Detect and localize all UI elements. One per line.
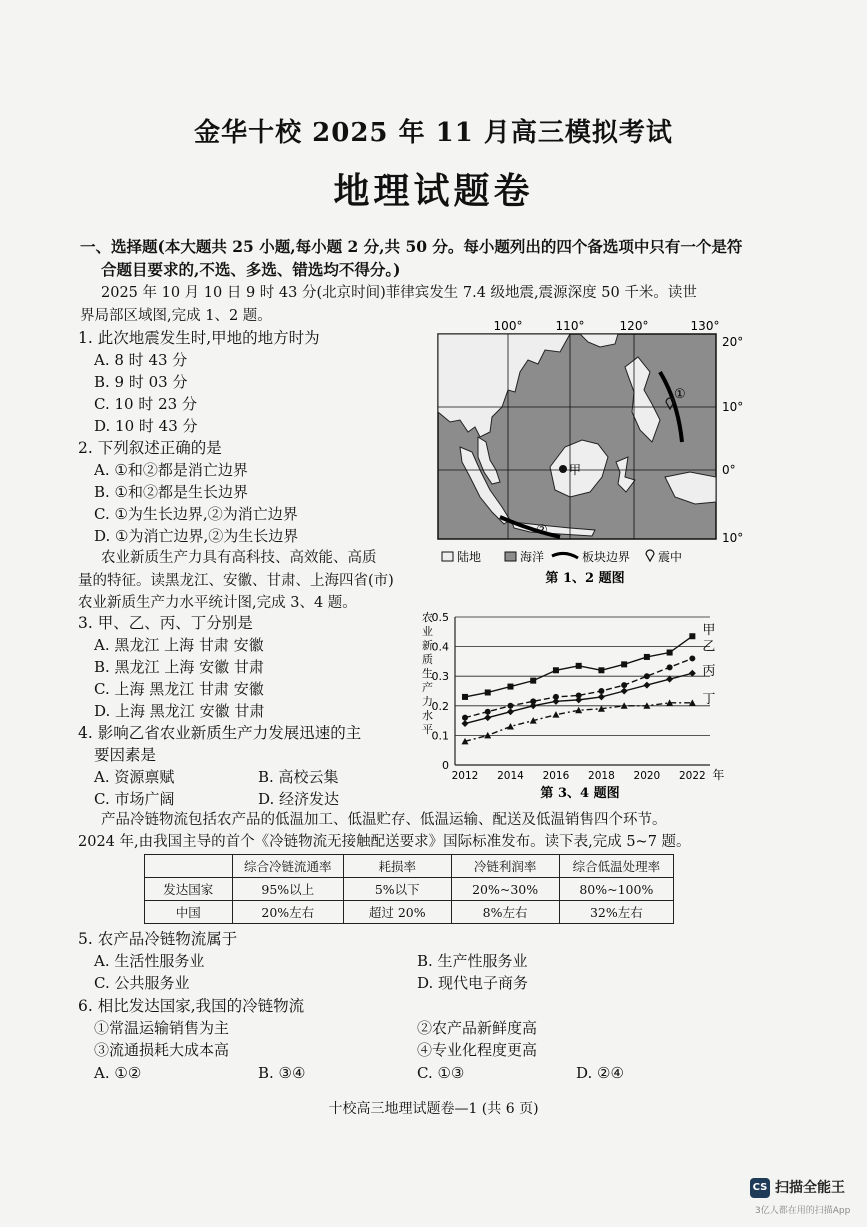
chart-point <box>507 708 514 715</box>
chart-series-label: 丙 <box>702 664 716 680</box>
chart-point <box>530 702 537 709</box>
legend-epicenter-icon <box>646 550 654 561</box>
table-header-cell: 耗损率 <box>344 855 452 878</box>
intro57-line2: 2024 年,由我国主导的首个《冷链物流无接触配送要求》国际标准发布。读下表,完成 5~7 题。 <box>78 834 691 850</box>
intro34-line1: 农业新质生产力具有高科技、高效能、高质 <box>101 550 377 566</box>
q6-statement-1: ①常温运输销售为主 <box>94 1019 230 1037</box>
map-label-2: ② <box>536 523 548 538</box>
legend-land-swatch <box>442 552 453 561</box>
q6-statement-2: ②农产品新鲜度高 <box>417 1019 538 1037</box>
chart-point <box>485 689 491 695</box>
map-lat-label: 10° <box>722 531 744 545</box>
chart-ytick-label: 0.2 <box>431 699 449 713</box>
intro12-line1: 2025 年 10 月 10 日 9 时 43 分(北京时间)菲律宾发生 7.4 级地震,震源深度 50 千米。读世 <box>101 285 697 301</box>
chart-series-label: 乙 <box>702 639 716 655</box>
exam-title: 金华十校 2025 年 11 月高三模拟考试 <box>194 118 673 148</box>
q1-option-d[interactable]: D. 10 时 43 分 <box>94 417 198 435</box>
chart-xtick-label: 2018 <box>588 770 615 782</box>
chart-point <box>667 664 673 670</box>
table-cell: 95%以上 <box>232 878 343 901</box>
intro34-line2: 量的特征。读黑龙江、安徽、甘肃、上海四省(市) <box>78 573 394 589</box>
intro34-line3: 农业新质生产力水平统计图,完成 3、4 题。 <box>78 595 357 611</box>
q3-option-a[interactable]: A. 黑龙江 上海 甘肃 安徽 <box>94 636 264 654</box>
scanner-tagline: 3亿人都在用的扫描App <box>755 1206 851 1216</box>
chart-point <box>552 698 559 705</box>
table-header-cell: 综合冷链流通率 <box>232 855 343 878</box>
map-label-jia: 甲 <box>569 463 582 477</box>
agri-productivity-chart <box>410 605 750 805</box>
q1-option-a[interactable]: A. 8 时 43 分 <box>94 351 188 369</box>
chart-point <box>575 696 582 703</box>
paper-subtitle: 地理试题卷 <box>333 170 534 212</box>
map-point-jia <box>559 465 567 473</box>
chart-point <box>462 715 468 721</box>
q5-stem: 5. 农产品冷链物流属于 <box>78 930 238 948</box>
q6-stem: 6. 相比发达国家,我国的冷链物流 <box>78 997 305 1015</box>
table-header-cell: 综合低温处理率 <box>559 855 673 878</box>
chart-point <box>598 693 605 700</box>
table-header-cell: 冷链利润率 <box>451 855 559 878</box>
chart-point <box>462 720 469 727</box>
q6-option-d[interactable]: D. ②④ <box>576 1064 624 1082</box>
map-lat-label: 10° <box>722 400 744 414</box>
legend-land-label: 陆地 <box>457 550 482 564</box>
chart-series-label: 甲 <box>702 623 716 639</box>
q2-option-b[interactable]: B. ①和②都是生长边界 <box>94 483 249 501</box>
chart-ytick-label: 0.5 <box>431 611 449 624</box>
map-lon-label: 100° <box>493 319 523 333</box>
q6-option-b[interactable]: B. ③④ <box>258 1064 306 1082</box>
table-header-cell <box>145 855 233 878</box>
chart-point <box>621 688 628 695</box>
q5-option-a[interactable]: A. 生活性服务业 <box>94 952 205 970</box>
chart-point <box>553 667 559 673</box>
map-lat-label: 0° <box>722 463 736 477</box>
q4-option-b[interactable]: B. 高校云集 <box>258 768 339 786</box>
legend-epicenter-label: 震中 <box>658 550 683 564</box>
table-header-row <box>145 855 674 878</box>
chart-point <box>644 654 650 660</box>
q6-option-c[interactable]: C. ①③ <box>417 1064 465 1082</box>
chart-point <box>689 633 695 639</box>
chart-ytick-label: 0.4 <box>431 640 449 654</box>
table-cell: 发达国家 <box>145 878 233 901</box>
chart-xlabel: 年 <box>712 768 725 782</box>
q4-stem-line1: 4. 影响乙省农业新质生产力发展迅速的主 <box>78 724 362 742</box>
chart-point <box>576 663 582 669</box>
q2-option-a[interactable]: A. ①和②都是消亡边界 <box>94 461 248 479</box>
section-heading-line1: 一、选择题(本大题共 25 小题,每小题 2 分,共 50 分。每小题列出的四个备选项中只有一个是符 <box>80 237 743 256</box>
map-lon-label: 120° <box>619 319 649 333</box>
page-footer: 十校高三地理试题卷—1 (共 6 页) <box>328 1101 539 1117</box>
q4-stem-line2: 要因素是 <box>94 746 157 764</box>
q5-option-d[interactable]: D. 现代电子商务 <box>417 974 529 992</box>
chart-point <box>643 682 650 689</box>
table-cell: 8%左右 <box>451 901 559 924</box>
map-lon-label: 110° <box>555 319 585 333</box>
chart-xtick-label: 2020 <box>633 770 661 782</box>
chart-point <box>689 655 695 661</box>
q3-stem: 3. 甲、乙、丙、丁分别是 <box>78 614 253 632</box>
q1-stem: 1. 此次地震发生时,甲地的地方时为 <box>78 329 320 347</box>
section-heading-line2: 合题目要求的,不选、多选、错选均不得分。) <box>101 260 401 279</box>
chart-point <box>575 707 582 714</box>
scanner-logo-icon: CS <box>750 1178 770 1198</box>
chart-ytick-label: 0 <box>442 759 449 772</box>
map-lon-label: 130° <box>690 319 720 333</box>
chart-point <box>507 684 513 690</box>
q2-stem: 2. 下列叙述正确的是 <box>78 439 222 457</box>
q2-option-d[interactable]: D. ①为消亡边界,②为生长边界 <box>94 527 299 545</box>
legend-ocean-label: 海洋 <box>520 550 545 564</box>
chart-caption: 第 3、4 题图 <box>540 786 620 801</box>
chart-point <box>621 661 627 667</box>
chart-point <box>644 673 650 679</box>
q4-option-a[interactable]: A. 资源禀赋 <box>94 768 175 786</box>
q6-option-a[interactable]: A. ①② <box>94 1064 142 1082</box>
chart-point <box>621 682 627 688</box>
q3-option-b[interactable]: B. 黑龙江 上海 安徽 甘肃 <box>94 658 264 676</box>
q6-statement-4: ④专业化程度更高 <box>417 1041 538 1059</box>
table-row <box>145 901 674 924</box>
chart-point <box>530 678 536 684</box>
legend-boundary-label: 板块边界 <box>582 550 631 564</box>
table-cell: 20%~30% <box>451 878 559 901</box>
chart-ytick-label: 0.3 <box>431 670 449 684</box>
intro57-line1: 产品冷链物流包括农产品的低温加工、低温贮存、低温运输、配送及低温销售四个环节。 <box>101 812 667 828</box>
chart-xtick-label: 2012 <box>451 770 479 782</box>
q4-option-d[interactable]: D. 经济发达 <box>258 790 340 808</box>
chart-point <box>667 650 673 656</box>
chart-xtick-label: 2014 <box>497 770 524 782</box>
table-cell: 80%~100% <box>559 878 673 901</box>
chart-point <box>689 670 696 677</box>
q3-option-d[interactable]: D. 上海 黑龙江 安徽 甘肃 <box>94 702 265 720</box>
map-caption: 第 1、2 题图 <box>545 571 625 586</box>
chart-point <box>598 688 604 694</box>
chart-ylabel: 农业新质生产力水平 <box>422 611 433 736</box>
map-lat-label: 20° <box>722 335 744 349</box>
legend-ocean-swatch <box>505 552 516 561</box>
chart-point <box>598 667 604 673</box>
chart-point <box>507 703 513 709</box>
table-cell: 32%左右 <box>559 901 673 924</box>
table-cell: 超过 20% <box>344 901 452 924</box>
intro12-line2: 界局部区域图,完成 1、2 题。 <box>80 308 272 324</box>
map-label-1: ① <box>674 387 686 402</box>
chart-series-label: 丁 <box>702 691 716 707</box>
table-row <box>145 878 674 901</box>
scanner-app-name: 扫描全能王 <box>775 1180 845 1196</box>
legend-boundary-symbol <box>552 553 578 558</box>
chart-point <box>485 709 491 715</box>
table-cell: 5%以下 <box>344 878 452 901</box>
southeast-asia-map <box>420 312 755 592</box>
q3-option-c[interactable]: C. 上海 黑龙江 甘肃 安徽 <box>94 680 264 698</box>
chart-xtick-label: 2022 <box>678 770 706 782</box>
chart-xtick-label: 2016 <box>542 770 570 782</box>
q1-option-b[interactable]: B. 9 时 03 分 <box>94 373 188 391</box>
q1-option-c[interactable]: C. 10 时 23 分 <box>94 395 197 413</box>
chart-point <box>462 694 468 700</box>
table-cell: 中国 <box>145 901 233 924</box>
cold-chain-table <box>144 854 674 924</box>
q4-option-c[interactable]: C. 市场广阔 <box>94 790 175 808</box>
q5-option-b[interactable]: B. 生产性服务业 <box>417 952 528 970</box>
chart-point <box>507 723 514 730</box>
chart-point <box>484 714 491 721</box>
chart-ytick-label: 0.1 <box>431 729 449 743</box>
chart-point <box>666 676 673 683</box>
chart-point <box>552 711 559 718</box>
q2-option-c[interactable]: C. ①为生长边界,②为消亡边界 <box>94 505 298 523</box>
q5-option-c[interactable]: C. 公共服务业 <box>94 974 190 992</box>
table-cell: 20%左右 <box>232 901 343 924</box>
q6-statement-3: ③流通损耗大成本高 <box>94 1041 230 1059</box>
